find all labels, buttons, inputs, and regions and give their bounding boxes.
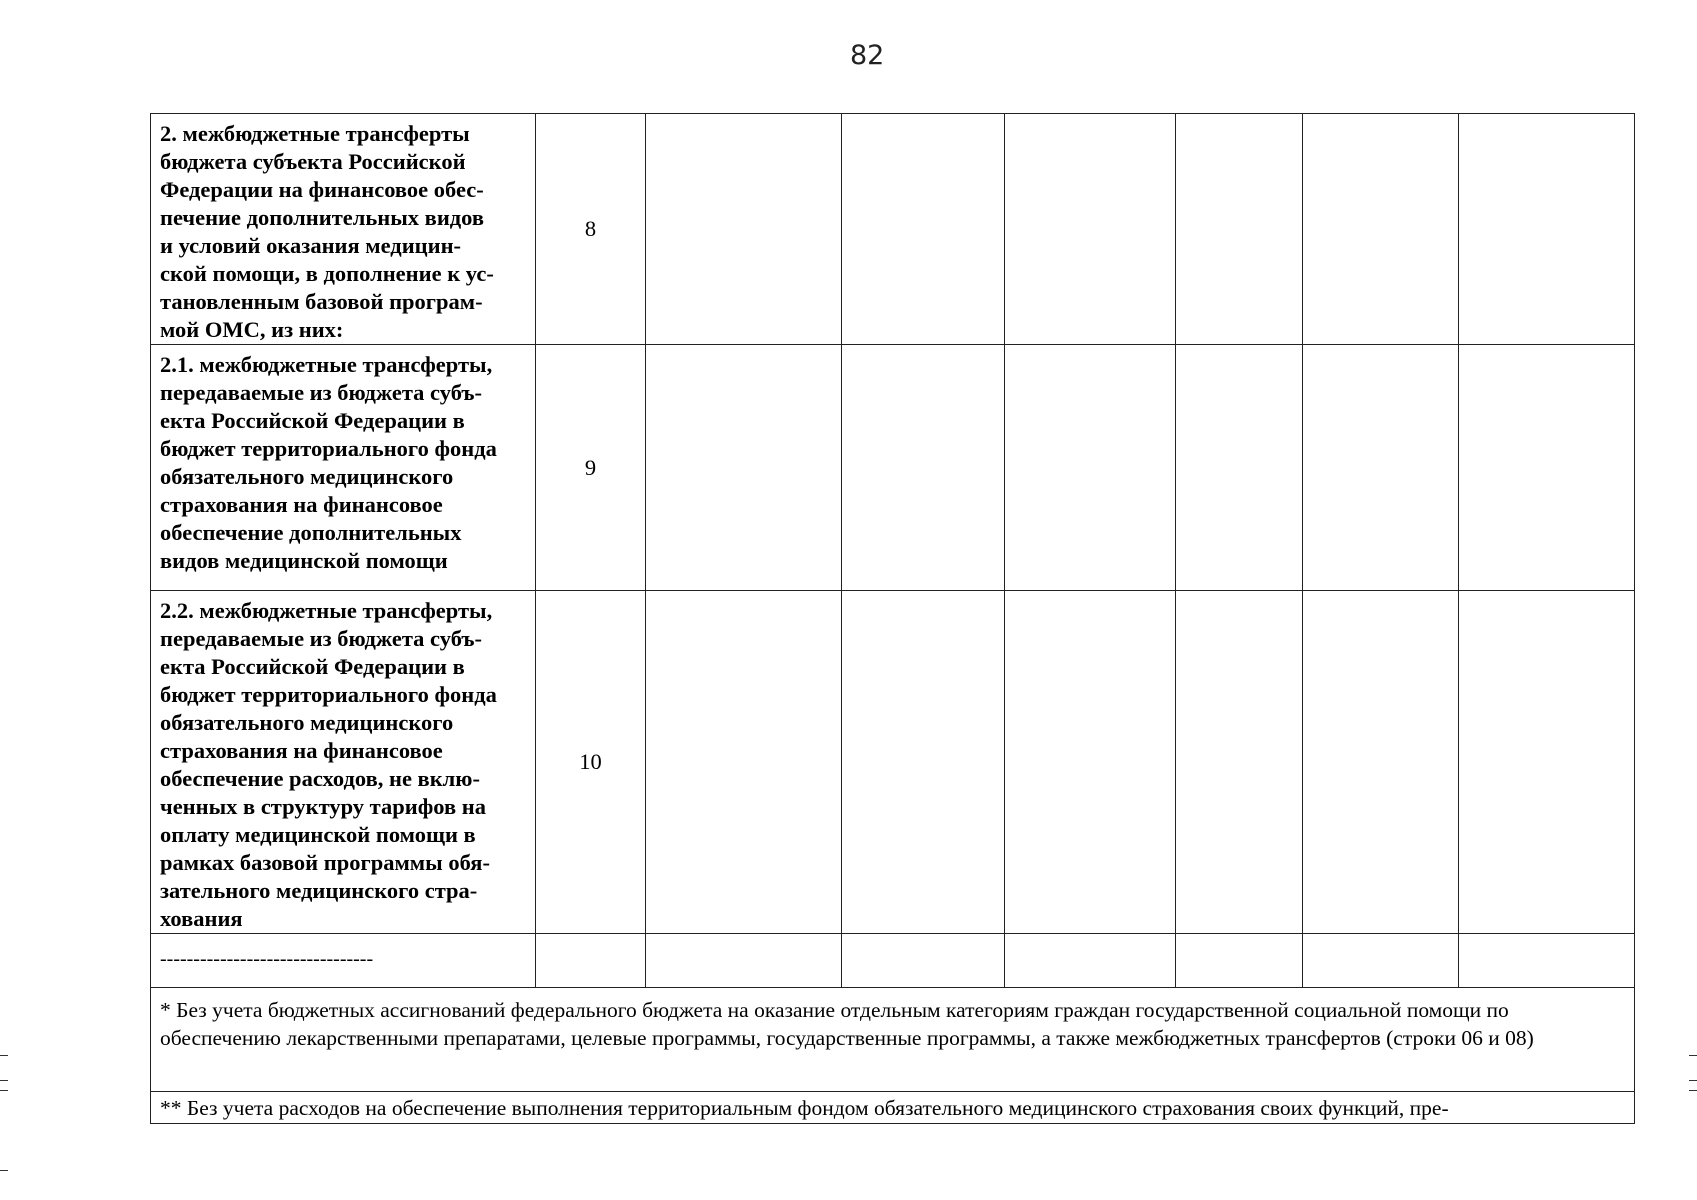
row-code: 10 bbox=[536, 591, 646, 934]
left-margin-mark bbox=[0, 1080, 8, 1081]
right-margin-mark bbox=[1689, 1055, 1697, 1056]
row-label: 2. межбюджетные трансферты бюджета субъекта Российской Федерации на финансовое обес- печение дополнительных видов и условий оказания медицин- ской помощи, в дополнение к ус- тановленным базовой програм- мой ОМС, из них: bbox=[151, 114, 536, 345]
empty-cell bbox=[1459, 934, 1635, 988]
row-label: 2.1. межбюджетные трансферты, передаваемые из бюджета субъ- екта Российской Федерации в бюджет территориального фонда обязательного медицинского страхования на финансовое обеспечение дополнительных видов медицинской помощи bbox=[151, 345, 536, 591]
empty-cell bbox=[842, 345, 1005, 591]
empty-cell bbox=[536, 934, 646, 988]
row-code: 8 bbox=[536, 114, 646, 345]
empty-cell bbox=[1303, 934, 1459, 988]
empty-cell bbox=[1005, 934, 1176, 988]
table-row bbox=[151, 591, 1635, 934]
table-row bbox=[151, 114, 1635, 345]
empty-cell bbox=[1176, 934, 1303, 988]
empty-cell bbox=[1459, 114, 1635, 345]
footnote-row bbox=[151, 1092, 1635, 1124]
empty-cell bbox=[1303, 591, 1459, 934]
footnote-row bbox=[151, 988, 1635, 1092]
empty-cell bbox=[842, 591, 1005, 934]
right-margin-mark bbox=[1689, 1090, 1697, 1091]
empty-cell bbox=[646, 591, 842, 934]
footnote-1: * Без учета бюджетных ассигнований федерального бюджета на оказание отдельным категориям граждан государственной социальной помощи по обеспечению лекарственными препаратами, целевые программы, государственные программы, а также межбюджетных трансфертов (строки 06 и 08) bbox=[151, 988, 1635, 1092]
left-margin-mark bbox=[0, 1055, 8, 1056]
row-code: 9 bbox=[536, 345, 646, 591]
empty-cell bbox=[1303, 114, 1459, 345]
empty-cell bbox=[1176, 591, 1303, 934]
empty-cell bbox=[1459, 345, 1635, 591]
budget-table bbox=[150, 113, 1635, 1124]
empty-cell bbox=[646, 345, 842, 591]
empty-cell bbox=[842, 934, 1005, 988]
page-number: 82 bbox=[850, 40, 885, 71]
table-row bbox=[151, 345, 1635, 591]
separator-dashes: -------------------------------- bbox=[151, 934, 536, 988]
left-margin-mark bbox=[0, 1090, 8, 1091]
empty-cell bbox=[646, 934, 842, 988]
empty-cell bbox=[1459, 591, 1635, 934]
empty-cell bbox=[842, 114, 1005, 345]
right-margin-mark bbox=[1689, 1080, 1697, 1081]
empty-cell bbox=[1176, 345, 1303, 591]
empty-cell bbox=[646, 114, 842, 345]
empty-cell bbox=[1176, 114, 1303, 345]
empty-cell bbox=[1005, 345, 1176, 591]
footnote-2: ** Без учета расходов на обеспечение выполнения территориальным фондом обязательного медицинского страхования своих функций, пре- bbox=[151, 1092, 1635, 1124]
row-label: 2.2. межбюджетные трансферты, передаваемые из бюджета субъ- екта Российской Федерации в бюджет территориального фонда обязательного медицинского страхования на финансовое обеспечение расходов, не вклю- ченных в структуру тарифов на оплату медицинской помощи в рамках базовой программы обя- зательного медицинского стра- хования bbox=[151, 591, 536, 934]
empty-cell bbox=[1005, 114, 1176, 345]
empty-cell bbox=[1303, 345, 1459, 591]
empty-cell bbox=[1005, 591, 1176, 934]
separator-row bbox=[151, 934, 1635, 988]
left-margin-mark bbox=[0, 1170, 8, 1171]
